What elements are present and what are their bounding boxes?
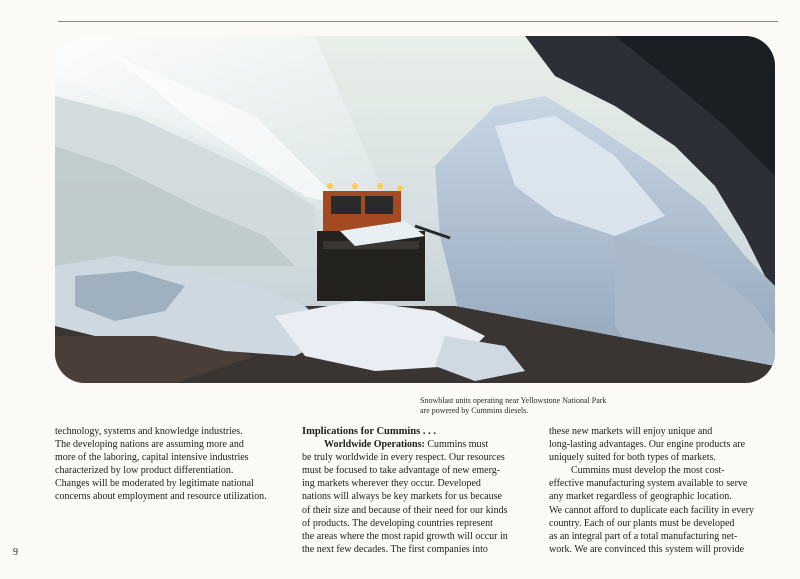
caption-line-2: are powered by Cummins diesels. [420, 406, 529, 415]
col3-line: We cannot afford to duplicate each facility in every [549, 504, 755, 516]
first-line-rest: Cummins must [424, 439, 489, 451]
col2-line: the areas where the most rapid growth will occur in [302, 530, 508, 542]
text-column-2 [302, 425, 537, 556]
subheading: Worldwide Operations: [324, 439, 425, 451]
col2-line: must be focused to take advantage of new emerg- [302, 465, 501, 477]
top-rule [58, 21, 778, 22]
col1-line: The developing nations are assuming more and [55, 439, 244, 451]
col3-line: long-lasting advantages. Our engine products are [549, 439, 746, 451]
col2-line: of their size and because of their need for our kinds [302, 504, 508, 516]
col2-first-line [302, 438, 537, 451]
page-number: 9 [13, 547, 18, 558]
text-column-1 [55, 425, 290, 504]
col3-line: Cummins must develop the most cost- [571, 465, 725, 477]
photo-caption [420, 396, 720, 416]
col3-line: country. Each of our plants must be developed [549, 517, 735, 529]
snowblast-illustration [55, 36, 775, 383]
col1-line: technology, systems and knowledge industries. [55, 426, 243, 437]
col2-line: the next few decades. The first companies into [302, 543, 488, 555]
col3-line: uniquely suited for both types of markets. [549, 452, 716, 464]
col3-line: these new markets will enjoy unique and [549, 426, 713, 437]
section-heading: Implications for Cummins . . . [302, 426, 436, 437]
col1-line: characterized by low product differentiation. [55, 465, 234, 477]
col2-line: of products. The developing countries represent [302, 517, 493, 529]
col3-line: any market regardless of geographic location. [549, 491, 732, 503]
col1-line: Changes will be moderated by legitimate national [55, 478, 254, 490]
snowblast-photo [55, 36, 775, 383]
col2-line: nations will always be key markets for us because [302, 491, 502, 503]
col3-line: work. We are convinced this system will provide [549, 543, 745, 555]
col3-line: as an integral part of a total manufacturing net- [549, 530, 738, 542]
text-column-3 [549, 425, 784, 556]
col1-line: more of the laboring, capital intensive industries [55, 452, 249, 464]
caption-line-1: Snowblast units operating near Yellowstone National Park [420, 396, 607, 405]
col2-line: ing markets wherever they occur. Developed [302, 478, 481, 490]
col2-line: be truly worldwide in every respect. Our resources [302, 452, 505, 464]
col3-line: effective manufacturing system available to serve [549, 478, 748, 490]
col1-line: concerns about employment and resource utilization. [55, 491, 267, 503]
